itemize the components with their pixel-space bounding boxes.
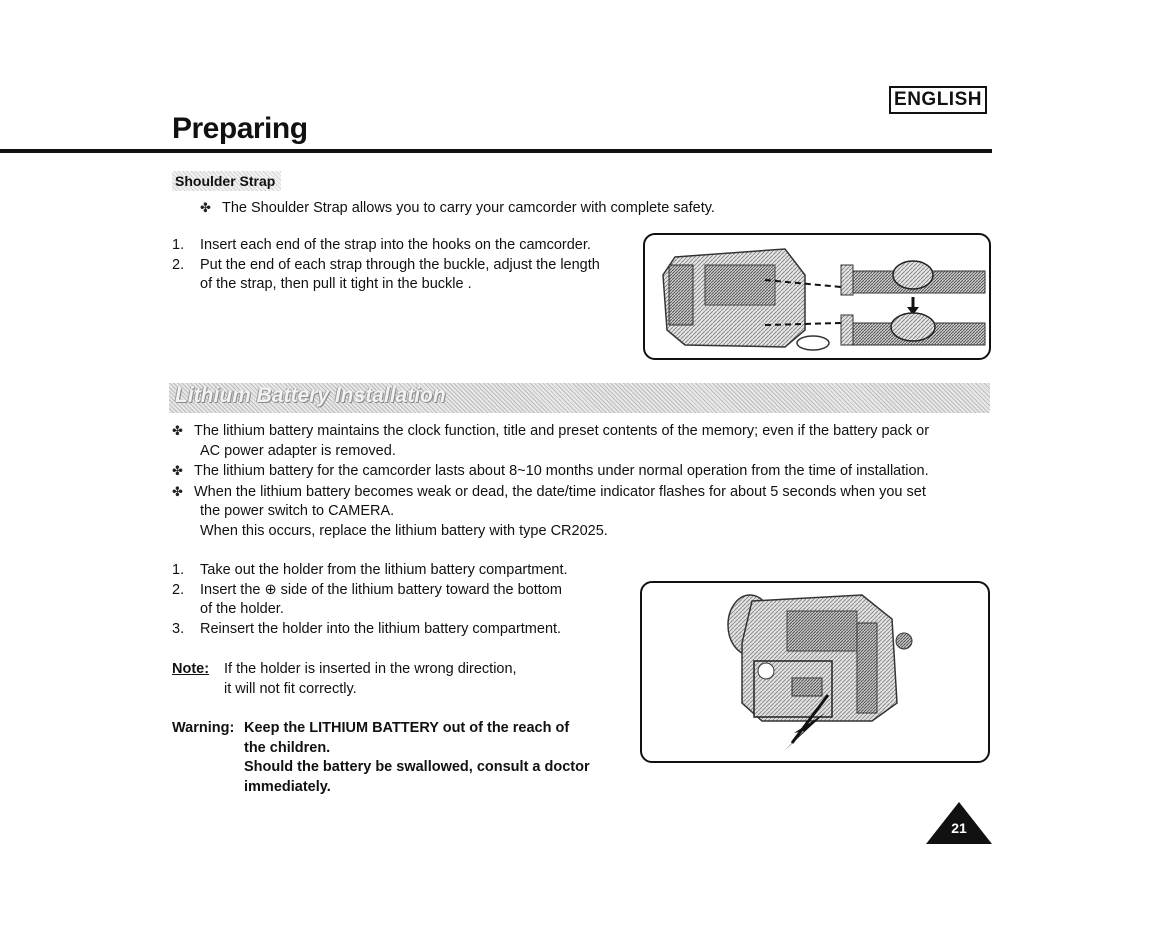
bullet-icon: ✤: [172, 483, 183, 499]
title-divider: [0, 149, 992, 153]
warning-block: Warning: Keep the LITHIUM BATTERY out of the reach of the children. Should the battery be swallowed, consult a doctor immediately.: [172, 719, 632, 797]
note-block: Note: If the holder is inserted in the wrong direction, it will not fit correctly.: [172, 660, 632, 699]
lithium-section-title: Lithium Battery Installation: [175, 384, 446, 407]
list-item-continuation: of the strap, then pull it tight in the buckle .: [200, 276, 472, 292]
lithium-battery-illustration: [640, 581, 990, 763]
lithium-steps: [172, 561, 622, 639]
note-label: Note:: [172, 661, 210, 677]
warning-continuation: immediately.: [244, 778, 331, 795]
bullet-continuation: AC power adapter is removed.: [200, 442, 396, 459]
bullet-item: ✤ The lithium battery maintains the clock function, title and preset contents of the memory; even if the battery pack or: [172, 423, 930, 439]
bullet-item: ✤ The lithium battery for the camcorder lasts about 8~10 months under normal operation from the time of installation.: [172, 463, 929, 479]
list-item: 1. Insert each end of the strap into the hooks on the camcorder.: [172, 237, 591, 253]
bullet-continuation: the power switch to CAMERA.: [200, 503, 395, 519]
language-badge: ENGLISH: [889, 86, 987, 114]
list-item: 2. Put the end of each strap through the buckle, adjust the length: [172, 256, 600, 273]
list-item-continuation: of the holder.: [200, 601, 284, 617]
warning-continuation: Should the battery be swallowed, consult a doctor: [244, 759, 590, 775]
bullet-icon: ✤: [200, 200, 211, 215]
shoulder-strap-heading: Shoulder Strap: [172, 171, 281, 191]
bullet-icon: ✤: [172, 423, 183, 438]
shoulder-strap-illustration: [643, 233, 991, 360]
bullet-item: ✤ When the lithium battery becomes weak or dead, the date/time indicator flashes for about 5 seconds when you set: [172, 483, 926, 500]
camcorder-strap-drawing: [645, 235, 989, 358]
shoulder-strap-bullet: ✤ The Shoulder Strap allows you to carry your camcorder with complete safety.: [200, 200, 715, 216]
warning-label: Warning:: [172, 720, 235, 736]
note-continuation: it will not fit correctly.: [224, 680, 357, 697]
warning-continuation: the children.: [244, 739, 331, 756]
camcorder-battery-drawing: [642, 583, 988, 761]
page-title: Preparing: [172, 112, 308, 145]
lithium-section-header: [169, 383, 990, 413]
list-item: 3. Reinsert the holder into the lithium battery compartment.: [172, 620, 562, 637]
page-number: 21: [951, 820, 967, 836]
page-number-marker: [926, 802, 992, 844]
shoulder-strap-steps: [172, 236, 632, 295]
bullet-continuation: When this occurs, replace the lithium battery with type CR2025.: [200, 522, 608, 539]
bullet-icon: ✤: [172, 463, 183, 478]
lithium-bullets: [172, 421, 992, 541]
list-item: 2. Insert the ⊕ side of the lithium battery toward the bottom: [172, 581, 562, 598]
list-item: 1. Take out the holder from the lithium battery compartment.: [172, 562, 568, 578]
